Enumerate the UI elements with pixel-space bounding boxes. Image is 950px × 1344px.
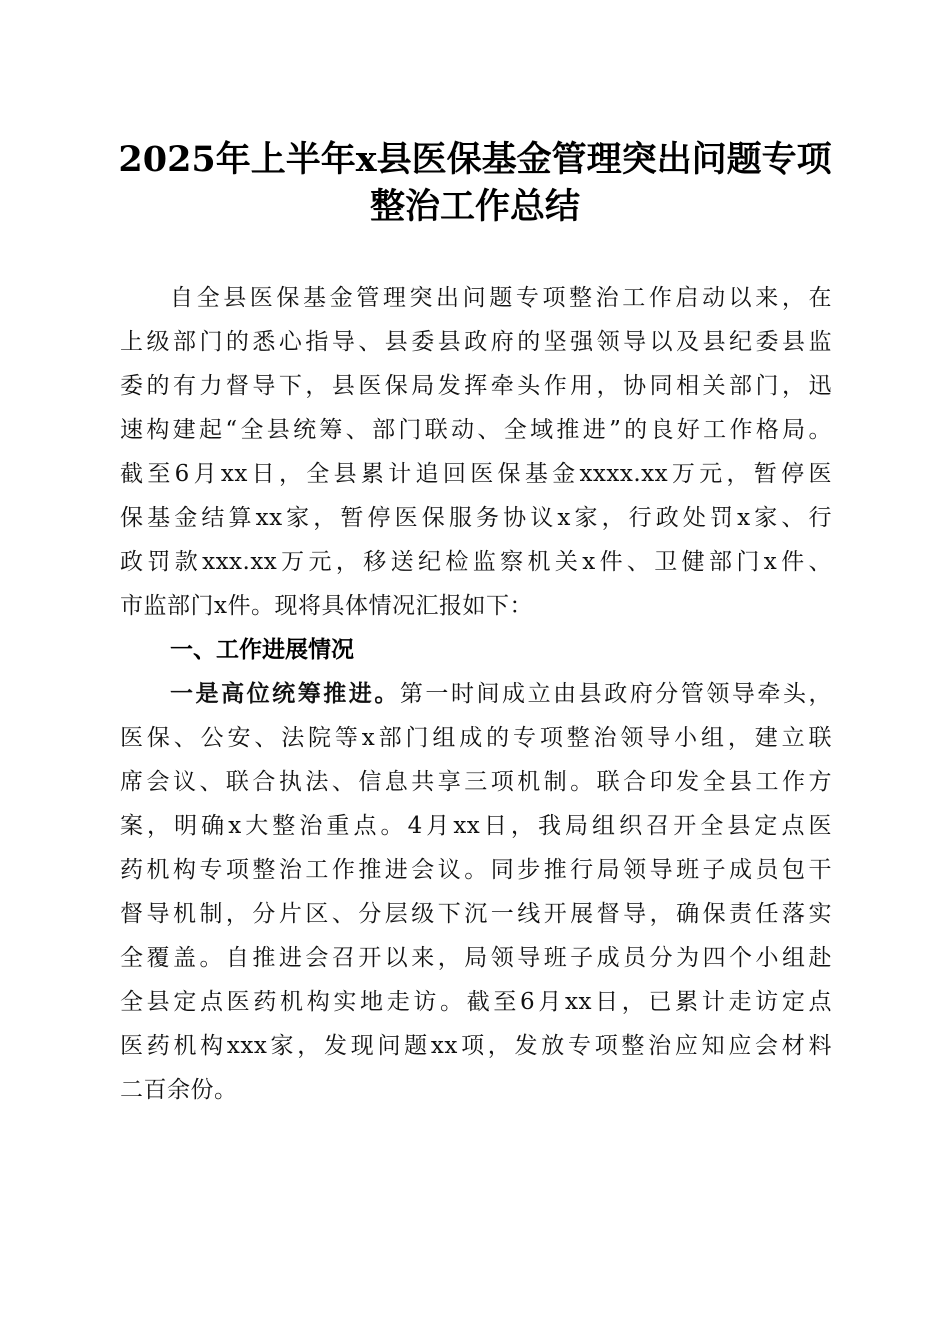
section-heading: 一、工作进展情况 bbox=[170, 637, 354, 663]
intro-line: 市监部门x件。现将具体情况汇报如下： bbox=[120, 593, 533, 619]
section1-line: 席会议、联合执法、信息共享三项机制。联合印发全县工作方 bbox=[120, 769, 832, 795]
section1-line: 二百余份。 bbox=[120, 1077, 238, 1103]
section1-line: 督导机制，分片区、分层级下沉一线开展督导，确保责任落实 bbox=[120, 901, 832, 927]
section1-line: 案，明确x大整治重点。4月xx日，我局组织召开全县定点医 bbox=[120, 813, 832, 839]
intro-line: 委的有力督导下，县医保局发挥牵头作用，协同相关部门，迅 bbox=[120, 373, 832, 399]
intro-line: 截至6月xx日，全县累计追回医保基金xxxx.xx万元，暂停医 bbox=[120, 461, 832, 487]
intro-line: 保基金结算xx家，暂停医保服务协议x家，行政处罚x家、行 bbox=[120, 505, 832, 531]
section1-line: 第一时间成立由县政府分管领导牵头， bbox=[399, 681, 833, 707]
section1-line: 全县定点医药机构实地走访。截至6月xx日，已累计走访定点 bbox=[120, 989, 832, 1015]
document-body bbox=[120, 276, 832, 1112]
title-line-2: 整治工作总结 bbox=[369, 186, 580, 227]
section1-paragraph bbox=[120, 672, 832, 1112]
document-title bbox=[100, 136, 850, 230]
intro-line: 自全县医保基金管理突出问题专项整治工作启动以来，在 bbox=[170, 285, 832, 311]
intro-paragraph bbox=[120, 276, 832, 628]
title-line-1: 2025年上半年x县医保基金管理突出问题专项 bbox=[118, 139, 832, 180]
section1-line: 药机构专项整治工作推进会议。同步推行局领导班子成员包干 bbox=[120, 857, 832, 883]
section1-line: 医药机构xxx家，发现问题xx项，发放专项整治应知应会材料 bbox=[120, 1033, 832, 1059]
section1-first-line bbox=[120, 672, 832, 716]
intro-line: 速构建起“全县统筹、部门联动、全域推进”的良好工作格局。 bbox=[120, 417, 832, 443]
section1-line: 医保、公安、法院等x部门组成的专项整治领导小组，建立联 bbox=[120, 725, 832, 751]
intro-line: 上级部门的悉心指导、县委县政府的坚强领导以及县纪委县监 bbox=[120, 329, 832, 355]
section1-lead: 一是高位统筹推进。 bbox=[170, 681, 400, 707]
section1-line: 全覆盖。自推进会召开以来，局领导班子成员分为四个小组赴 bbox=[120, 945, 832, 971]
intro-line: 政罚款xxx.xx万元，移送纪检监察机关x件、卫健部门x件、 bbox=[120, 549, 832, 575]
